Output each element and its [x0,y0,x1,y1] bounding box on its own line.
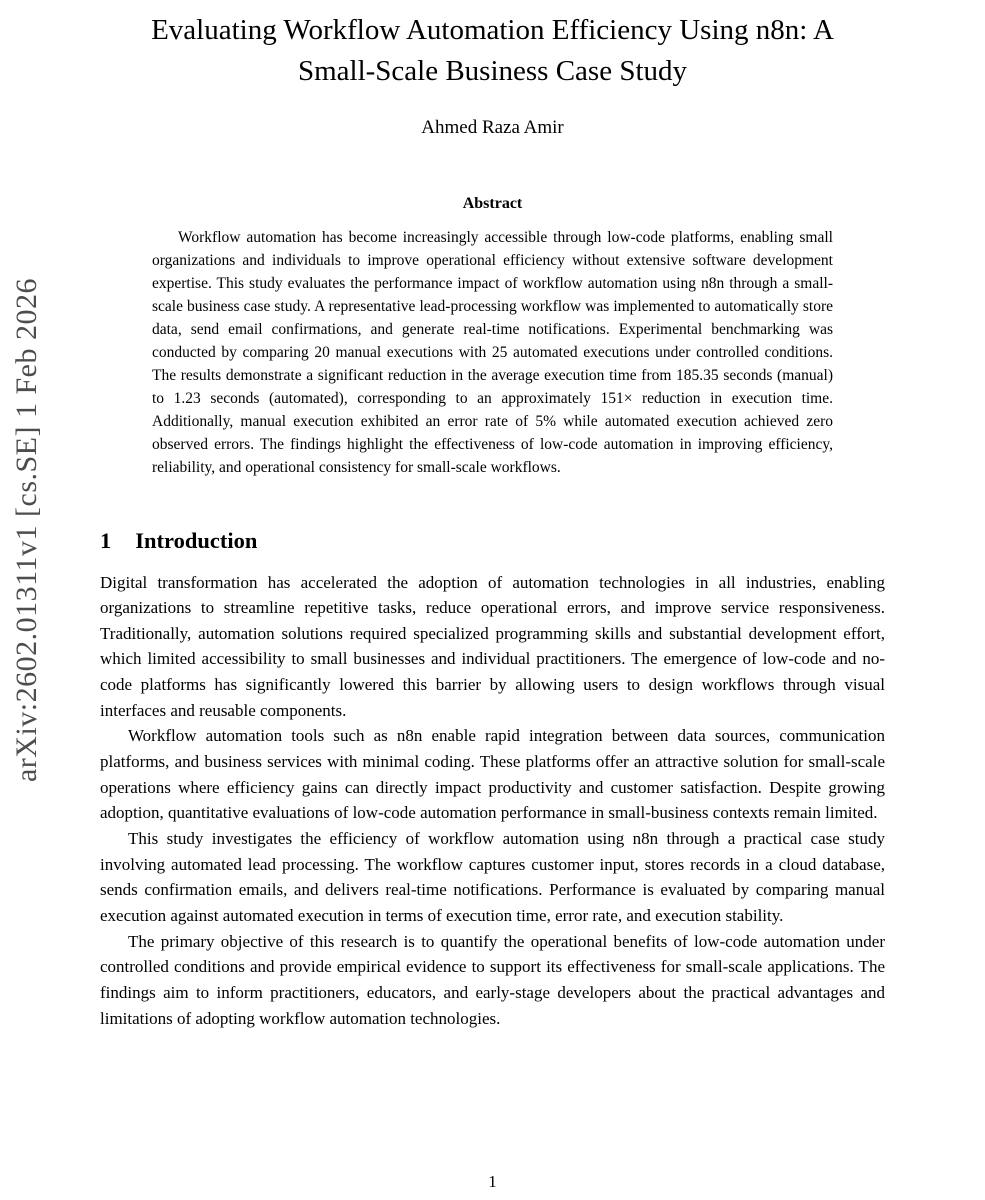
section-heading-introduction [100,528,885,554]
intro-paragraph-4: The primary objective of this research is to quantify the operational benefits of low-code automation under controlled conditions and provide empirical evidence to support its effectiveness for small-scale applications. The findings aim to inform practitioners, educators, and early-stage developers about the practical advantages and limitations of adopting workflow automation technologies. [100,931,885,1028]
abstract-text: Workflow automation has become increasingly accessible through low-code platforms, enabling small organizations and individuals to improve operational efficiency without extensive software development expertise. This study evaluates the performance impact of workflow automation using n8n through a small-scale business case study. A representative lead-processing workflow was implemented to automatically store data, send email confirmations, and generate real-time notifications. Experimental benchmarking was conducted by comparing 20 manual executions with 25 automated executions under controlled conditions. The results demonstrate a significant reduction in the average execution time from 185.35 seconds (manual) to 1.23 seconds (automated), corresponding to an approximately 151× reduction in execution time. Additionally, manual execution exhibited an error rate of 5% while automated execution achieved zero observed errors. The findings highlight the effectiveness of low-code automation in improving efficiency, reliability, and operational consistency for small-scale workflows. [152,229,833,476]
section-number: 1 [100,527,112,553]
page-title: Evaluating Workflow Automation Efficiency Using n8n: A Small-Scale Business Case Study [151,14,834,87]
paper-content [100,0,885,1031]
intro-paragraph-1: Digital transformation has accelerated the adoption of automation technologies in all industries, enabling organizations to streamline repetitive tasks, reduce operational errors, and improve service responsiveness. Traditionally, automation solutions required specialized programming skills and substantial development effort, which limited accessibility to small businesses and individual practitioners. The emergence of low-code and no-code platforms has significantly lowered this barrier by allowing users to design workflows through visual interfaces and reusable components. [100,572,885,720]
section-title: Introduction [135,527,258,553]
page-number: 1 [488,1172,497,1191]
author-name: Ahmed Raza Amir [421,117,564,139]
intro-paragraph-2: Workflow automation tools such as n8n enable rapid integration between data sources, communication platforms, and business services with minimal coding. These platforms offer an attractive solution for small-scale operations where efficiency gains can directly impact productivity and customer satisfaction. Despite growing adoption, quantitative evaluations of low-code automation performance in small-business contexts remain limited. [100,726,885,823]
abstract-heading: Abstract [462,195,523,213]
intro-paragraph-3: This study investigates the efficiency of workflow automation using n8n through a practical case study involving automated lead processing. The workflow captures customer input, stores records in a cloud database, sends confirmation emails, and delivers real-time notifications. Performance is evaluated by comparing manual execution against automated execution in terms of execution time, error rate, and execution stability. [100,829,885,926]
arxiv-watermark: arXiv:2602.01311v1 [cs.SE] 1 Feb 2026 [10,278,43,783]
